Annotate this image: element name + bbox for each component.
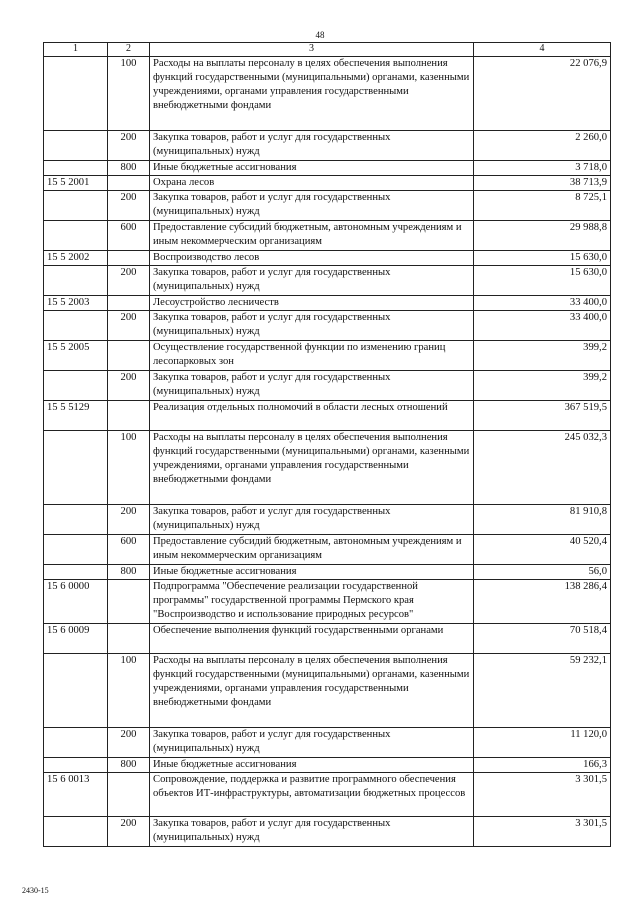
row-code-cell [44, 758, 108, 773]
row-kind-cell: 200 [108, 266, 150, 296]
row-name-cell: Закупка товаров, работ и услуг для государственных (муниципальных) нужд [150, 266, 474, 296]
row-amount-cell: 40 520,4 [474, 535, 611, 565]
row-amount-cell: 11 120,0 [474, 728, 611, 758]
table-row [44, 401, 611, 431]
row-amount-cell: 3 301,5 [474, 817, 611, 847]
header-col-4: 4 [474, 43, 611, 57]
row-amount-cell: 33 400,0 [474, 311, 611, 341]
row-kind-cell [108, 773, 150, 817]
row-amount-cell: 399,2 [474, 371, 611, 401]
table-row [44, 191, 611, 221]
row-kind-cell: 800 [108, 565, 150, 580]
row-code-cell [44, 565, 108, 580]
row-name-cell: Иные бюджетные ассигнования [150, 565, 474, 580]
row-amount-cell: 70 518,4 [474, 624, 611, 654]
document-code: 2430-15 [22, 886, 49, 895]
table-row [44, 758, 611, 773]
table-row [44, 251, 611, 266]
row-kind-cell: 600 [108, 535, 150, 565]
row-kind-cell [108, 401, 150, 431]
table-row [44, 654, 611, 728]
row-amount-cell: 166,3 [474, 758, 611, 773]
row-kind-cell: 200 [108, 371, 150, 401]
row-amount-cell: 3 301,5 [474, 773, 611, 817]
row-kind-cell [108, 580, 150, 624]
row-code-cell [44, 654, 108, 728]
row-amount-cell: 399,2 [474, 341, 611, 371]
header-row [44, 43, 611, 57]
table-row [44, 728, 611, 758]
row-name-cell: Расходы на выплаты персоналу в целях обеспечения выполнения функций государственными (муниципальными) органами, казенными учреждениями, органами управления государственными внебюджетными фондами [150, 654, 474, 728]
row-name-cell: Лесоустройство лесничеств [150, 296, 474, 311]
row-name-cell: Закупка товаров, работ и услуг для государственных (муниципальных) нужд [150, 311, 474, 341]
row-name-cell: Закупка товаров, работ и услуг для государственных (муниципальных) нужд [150, 191, 474, 221]
row-code-cell [44, 431, 108, 505]
row-kind-cell: 100 [108, 654, 150, 728]
row-amount-cell: 59 232,1 [474, 654, 611, 728]
row-code-cell [44, 817, 108, 847]
table-body [44, 57, 611, 847]
row-amount-cell: 22 076,9 [474, 57, 611, 131]
table-row [44, 371, 611, 401]
row-amount-cell: 15 630,0 [474, 266, 611, 296]
budget-table [43, 42, 611, 847]
row-kind-cell: 200 [108, 191, 150, 221]
row-kind-cell: 200 [108, 505, 150, 535]
row-amount-cell: 81 910,8 [474, 505, 611, 535]
row-name-cell: Расходы на выплаты персоналу в целях обеспечения выполнения функций государственными (муниципальными) органами, казенными учреждениями, органами управления государственными внебюджетными фондами [150, 431, 474, 505]
table-row [44, 266, 611, 296]
row-code-cell [44, 57, 108, 131]
row-amount-cell: 56,0 [474, 565, 611, 580]
row-code-cell: 15 6 0000 [44, 580, 108, 624]
row-amount-cell: 2 260,0 [474, 131, 611, 161]
row-name-cell: Расходы на выплаты персоналу в целях обеспечения выполнения функций государственными (муниципальными) органами, казенными учреждениями, органами управления государственными внебюджетными фондами [150, 57, 474, 131]
row-name-cell: Сопровождение, поддержка и развитие программного обеспечения объектов ИТ-инфраструктуры, автоматизации бюджетных процессов [150, 773, 474, 817]
header-col-2: 2 [108, 43, 150, 57]
header-col-3: 3 [150, 43, 474, 57]
row-amount-cell: 245 032,3 [474, 431, 611, 505]
table-row [44, 773, 611, 817]
page-number: 48 [315, 30, 325, 40]
row-kind-cell: 200 [108, 311, 150, 341]
row-name-cell: Осуществление государственной функции по изменению границ лесопарковых зон [150, 341, 474, 371]
row-kind-cell [108, 341, 150, 371]
row-code-cell: 15 5 5129 [44, 401, 108, 431]
row-code-cell: 15 5 2003 [44, 296, 108, 311]
row-code-cell [44, 311, 108, 341]
row-name-cell: Закупка товаров, работ и услуг для государственных (муниципальных) нужд [150, 371, 474, 401]
row-code-cell [44, 191, 108, 221]
row-code-cell [44, 131, 108, 161]
row-name-cell: Закупка товаров, работ и услуг для государственных (муниципальных) нужд [150, 131, 474, 161]
row-amount-cell: 33 400,0 [474, 296, 611, 311]
row-code-cell [44, 266, 108, 296]
table-row [44, 341, 611, 371]
row-amount-cell: 8 725,1 [474, 191, 611, 221]
table-row [44, 505, 611, 535]
table-row [44, 431, 611, 505]
table-row [44, 221, 611, 251]
row-code-cell: 15 6 0009 [44, 624, 108, 654]
row-code-cell: 15 5 2005 [44, 341, 108, 371]
row-amount-cell: 367 519,5 [474, 401, 611, 431]
table-row [44, 817, 611, 847]
row-name-cell: Иные бюджетные ассигнования [150, 758, 474, 773]
table-row [44, 176, 611, 191]
row-kind-cell [108, 296, 150, 311]
table-row [44, 565, 611, 580]
row-code-cell: 15 5 2001 [44, 176, 108, 191]
row-code-cell [44, 728, 108, 758]
table-row [44, 161, 611, 176]
row-name-cell: Подпрограмма "Обеспечение реализации государственной программы" государственной программы Пермского края "Воспроизводство и использование природных ресурсов" [150, 580, 474, 624]
row-name-cell: Закупка товаров, работ и услуг для государственных (муниципальных) нужд [150, 728, 474, 758]
table-row [44, 57, 611, 131]
row-kind-cell: 100 [108, 431, 150, 505]
row-code-cell [44, 535, 108, 565]
row-kind-cell: 200 [108, 817, 150, 847]
row-amount-cell: 15 630,0 [474, 251, 611, 266]
row-kind-cell: 800 [108, 161, 150, 176]
table-row [44, 624, 611, 654]
row-kind-cell [108, 176, 150, 191]
row-name-cell: Предоставление субсидий бюджетным, автономным учреждениям и иным некоммерческим организациям [150, 535, 474, 565]
row-amount-cell: 3 718,0 [474, 161, 611, 176]
table-row [44, 131, 611, 161]
row-name-cell: Закупка товаров, работ и услуг для государственных (муниципальных) нужд [150, 505, 474, 535]
row-code-cell [44, 371, 108, 401]
row-code-cell [44, 505, 108, 535]
row-kind-cell: 100 [108, 57, 150, 131]
row-name-cell: Обеспечение выполнения функций государственными органами [150, 624, 474, 654]
row-name-cell: Предоставление субсидий бюджетным, автономным учреждениям и иным некоммерческим организациям [150, 221, 474, 251]
row-code-cell: 15 5 2002 [44, 251, 108, 266]
row-code-cell: 15 6 0013 [44, 773, 108, 817]
row-name-cell: Реализация отдельных полномочий в области лесных отношений [150, 401, 474, 431]
row-name-cell: Закупка товаров, работ и услуг для государственных (муниципальных) нужд [150, 817, 474, 847]
header-col-1: 1 [44, 43, 108, 57]
row-kind-cell: 200 [108, 131, 150, 161]
row-code-cell [44, 161, 108, 176]
row-kind-cell [108, 251, 150, 266]
row-kind-cell: 600 [108, 221, 150, 251]
row-name-cell: Охрана лесов [150, 176, 474, 191]
table-row [44, 535, 611, 565]
row-amount-cell: 38 713,9 [474, 176, 611, 191]
row-amount-cell: 138 286,4 [474, 580, 611, 624]
row-kind-cell: 200 [108, 728, 150, 758]
row-code-cell [44, 221, 108, 251]
table-row [44, 580, 611, 624]
row-kind-cell: 800 [108, 758, 150, 773]
row-name-cell: Иные бюджетные ассигнования [150, 161, 474, 176]
table-row [44, 311, 611, 341]
table-row [44, 296, 611, 311]
row-name-cell: Воспроизводство лесов [150, 251, 474, 266]
row-kind-cell [108, 624, 150, 654]
row-amount-cell: 29 988,8 [474, 221, 611, 251]
